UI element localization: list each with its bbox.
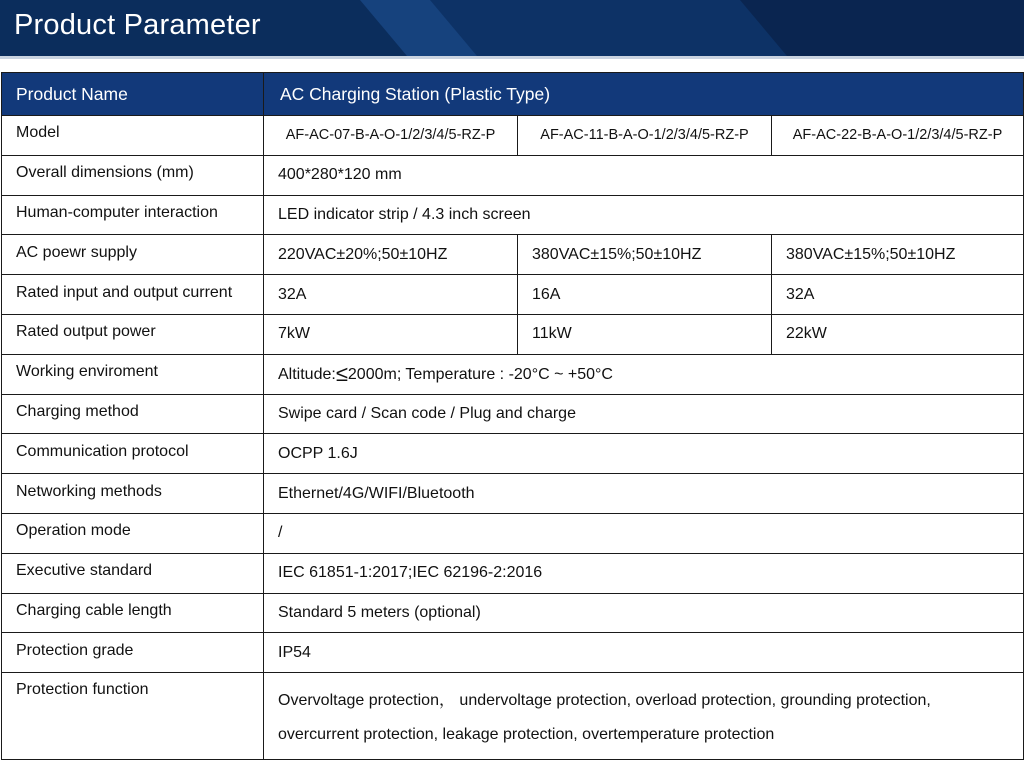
table-row xyxy=(2,155,1024,195)
row-label: Rated input and output current xyxy=(2,275,264,315)
table-row xyxy=(2,354,1024,394)
parameter-table xyxy=(1,72,1024,760)
row-label: Model xyxy=(2,116,264,156)
row-value: 11kW xyxy=(518,314,772,354)
table-row xyxy=(2,434,1024,474)
row-value: 22kW xyxy=(772,314,1024,354)
row-value: Overvoltage protection， undervoltage protection, overload protection, grounding protection, overcurrent protection, leakage protection, overtemperature protection xyxy=(264,673,1024,760)
banner-stripe xyxy=(740,0,1024,56)
row-value: 220VAC±20%;50±10HZ xyxy=(264,235,518,275)
table-row xyxy=(2,593,1024,633)
model-cell: AF-AC-07-B-A-O-1/2/3/4/5-RZ-P xyxy=(264,116,518,156)
row-label: Executive standard xyxy=(2,553,264,593)
table-row xyxy=(2,513,1024,553)
row-label: AC poewr supply xyxy=(2,235,264,275)
row-value: 32A xyxy=(264,275,518,315)
model-cell: AF-AC-11-B-A-O-1/2/3/4/5-RZ-P xyxy=(518,116,772,156)
row-label: Charging method xyxy=(2,394,264,434)
row-value: Standard 5 meters (optional) xyxy=(264,593,1024,633)
table-row xyxy=(2,633,1024,673)
row-label: Operation mode xyxy=(2,513,264,553)
table-row xyxy=(2,673,1024,760)
row-value: / xyxy=(264,513,1024,553)
header-value: AC Charging Station (Plastic Type) xyxy=(264,73,1024,116)
row-label: Protection grade xyxy=(2,633,264,673)
env-suffix: 2000m; Temperature : -20°C ~ +50°C xyxy=(347,366,613,384)
row-value: IP54 xyxy=(264,633,1024,673)
row-label: Rated output power xyxy=(2,314,264,354)
row-label: Human-computer interaction xyxy=(2,195,264,235)
row-value: 380VAC±15%;50±10HZ xyxy=(772,235,1024,275)
row-label: Protection function xyxy=(2,673,264,760)
row-label: Overall dimensions (mm) xyxy=(2,155,264,195)
title-banner xyxy=(0,0,1024,56)
table-row xyxy=(2,195,1024,235)
page-title: Product Parameter xyxy=(14,9,261,41)
row-label: Communication protocol xyxy=(2,434,264,474)
table-row xyxy=(2,394,1024,434)
row-label: Networking methods xyxy=(2,474,264,514)
row-value: 7kW xyxy=(264,314,518,354)
table-row xyxy=(2,235,1024,275)
model-cell: AF-AC-22-B-A-O-1/2/3/4/5-RZ-P xyxy=(772,116,1024,156)
row-label: Working enviroment xyxy=(2,354,264,394)
table-row xyxy=(2,314,1024,354)
row-value: 16A xyxy=(518,275,772,315)
header-label: Product Name xyxy=(2,73,264,116)
table-row xyxy=(2,116,1024,156)
row-value: LED indicator strip / 4.3 inch screen xyxy=(264,195,1024,235)
less-equal-symbol: ≤ xyxy=(335,361,348,387)
row-value: 400*280*120 mm xyxy=(264,155,1024,195)
row-value: 380VAC±15%;50±10HZ xyxy=(518,235,772,275)
row-value: Swipe card / Scan code / Plug and charge xyxy=(264,394,1024,434)
row-value: 32A xyxy=(772,275,1024,315)
row-value: Ethernet/4G/WIFI/Bluetooth xyxy=(264,474,1024,514)
row-label: Charging cable length xyxy=(2,593,264,633)
banner-divider xyxy=(0,56,1024,59)
table-header-row xyxy=(2,73,1024,116)
table-row xyxy=(2,553,1024,593)
row-value: IEC 61851-1:2017;IEC 62196-2:2016 xyxy=(264,553,1024,593)
table-row xyxy=(2,275,1024,315)
env-prefix: Altitude: xyxy=(278,366,336,384)
row-value: OCPP 1.6J xyxy=(264,434,1024,474)
row-value xyxy=(264,354,1024,394)
table-row xyxy=(2,474,1024,514)
